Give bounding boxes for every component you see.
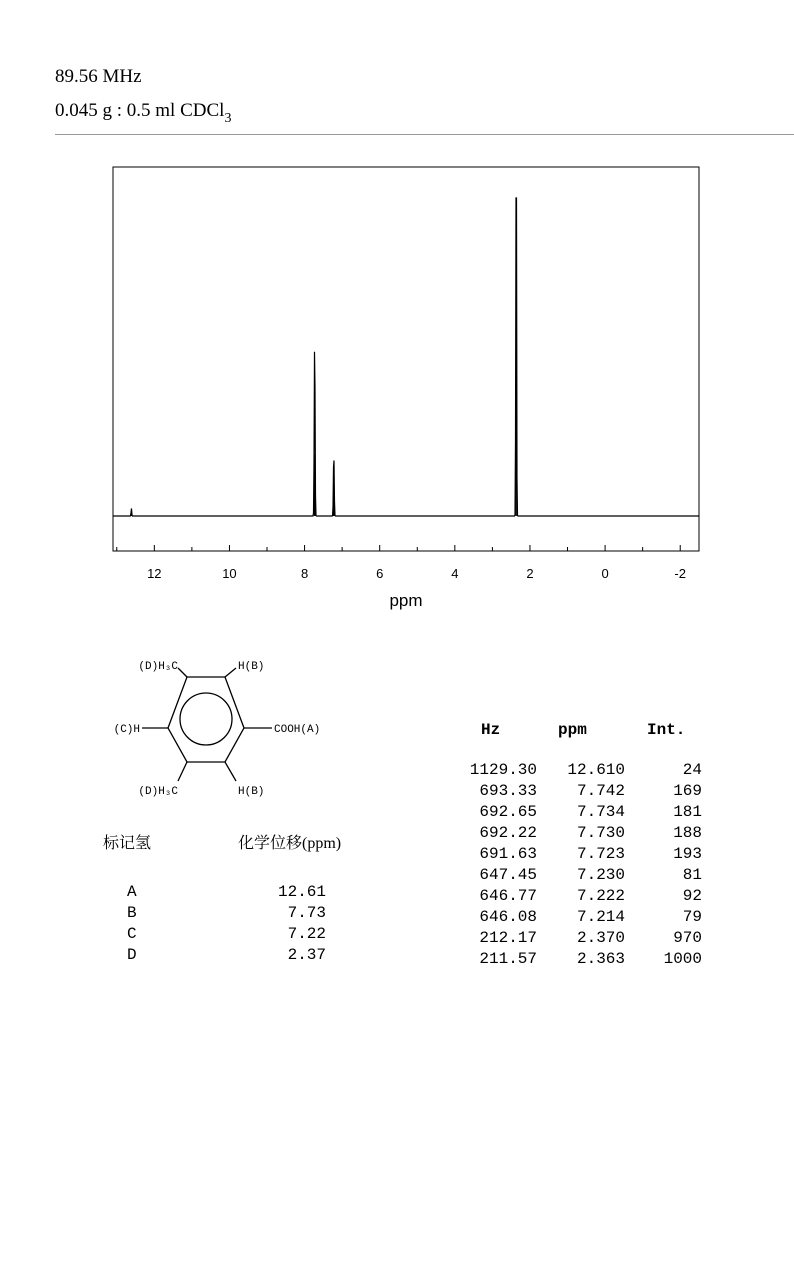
- x-tick-label: 0: [601, 566, 609, 581]
- peak-int: 81: [682, 866, 702, 884]
- spectrometer-frequency: 89.56 MHz: [55, 66, 142, 87]
- assignment-shift: 12.61: [277, 883, 326, 901]
- x-tick-label: -2: [674, 566, 686, 581]
- peak-row: [0, 761, 794, 782]
- peak-row: [0, 929, 794, 950]
- peak-int: 169: [673, 782, 702, 800]
- peak-ppm: 7.742: [576, 782, 625, 800]
- peak-ppm: 7.222: [576, 887, 625, 905]
- assignment-shift: 7.73: [287, 904, 326, 922]
- x-tick-label: 8: [300, 566, 309, 581]
- peak-hz: 646.08: [479, 908, 537, 926]
- peak-int: 193: [673, 845, 702, 863]
- peak-header-int: Int.: [647, 721, 686, 739]
- assignment-label: C: [127, 925, 137, 943]
- peak-row: [0, 803, 794, 824]
- aromatic-circle: [180, 693, 232, 745]
- peak-hz: 691.63: [479, 845, 537, 863]
- bond-top-right: [225, 668, 236, 677]
- assignment-shift: 2.37: [287, 946, 326, 964]
- peak-row: [0, 887, 794, 908]
- assignment-label: D: [127, 946, 137, 964]
- assignment-label: A: [127, 883, 137, 901]
- x-tick-label: 12: [147, 566, 162, 581]
- peak-int: 181: [673, 803, 702, 821]
- assignment-label: B: [127, 904, 137, 922]
- peak-row: [0, 866, 794, 887]
- peak-row: [0, 845, 794, 866]
- x-tick-label: 6: [376, 566, 384, 581]
- peak-ppm: 7.723: [576, 845, 625, 863]
- peak-ppm: 7.214: [576, 908, 625, 926]
- peak-int: 24: [682, 761, 702, 779]
- peak-int: 188: [673, 824, 702, 842]
- peak-hz: 212.17: [479, 929, 537, 947]
- peak-ppm: 2.363: [576, 950, 625, 968]
- peak-hz: 647.45: [479, 866, 537, 884]
- substituent-right: COOH(A): [274, 724, 321, 736]
- substituent-bottom-left: (D)H₃C: [138, 786, 178, 798]
- peak-int: 92: [682, 887, 702, 905]
- peak-ppm: 7.730: [576, 824, 625, 842]
- peak-header-hz: Hz: [481, 721, 501, 739]
- peak-ppm: 2.370: [576, 929, 625, 947]
- assignment-shift: 7.22: [287, 925, 326, 943]
- x-tick-label: 10: [222, 566, 237, 581]
- peak-header-ppm: ppm: [558, 721, 587, 739]
- peak-ppm: 12.610: [567, 761, 625, 779]
- peak-row: [0, 824, 794, 845]
- peak-int: 79: [682, 908, 702, 926]
- peak-hz: 211.57: [479, 950, 537, 968]
- peak-hz: 646.77: [479, 887, 537, 905]
- peak-row: [0, 950, 794, 971]
- bond-top-left: [178, 668, 187, 677]
- peak-hz: 1129.30: [469, 761, 537, 779]
- x-axis-label: ppm: [389, 591, 423, 610]
- peak-row: [0, 782, 794, 803]
- substituent-bottom-right: H(B): [238, 786, 265, 798]
- assignment-header-shift: 化学位移(ppm): [238, 835, 342, 852]
- peak-ppm: 7.734: [576, 803, 625, 821]
- x-tick-label: 2: [526, 566, 534, 581]
- peak-int: 1000: [663, 950, 702, 968]
- substituent-top-left: (D)H₃C: [138, 661, 178, 673]
- peak-hz: 692.22: [479, 824, 537, 842]
- assignment-header-hydrogen: 标记氢: [103, 835, 152, 852]
- x-tick-label: 4: [451, 566, 459, 581]
- peak-row: [0, 908, 794, 929]
- sample-subscript: 3: [224, 111, 232, 126]
- substituent-top-right: H(B): [238, 661, 265, 673]
- peak-hz: 693.33: [479, 782, 537, 800]
- peak-hz: 692.65: [479, 803, 537, 821]
- substituent-left: (C)H: [113, 724, 140, 736]
- sample-text: 0.045 g : 0.5 ml CDCl: [55, 100, 225, 121]
- peak-int: 970: [673, 929, 702, 947]
- peak-ppm: 7.230: [576, 866, 625, 884]
